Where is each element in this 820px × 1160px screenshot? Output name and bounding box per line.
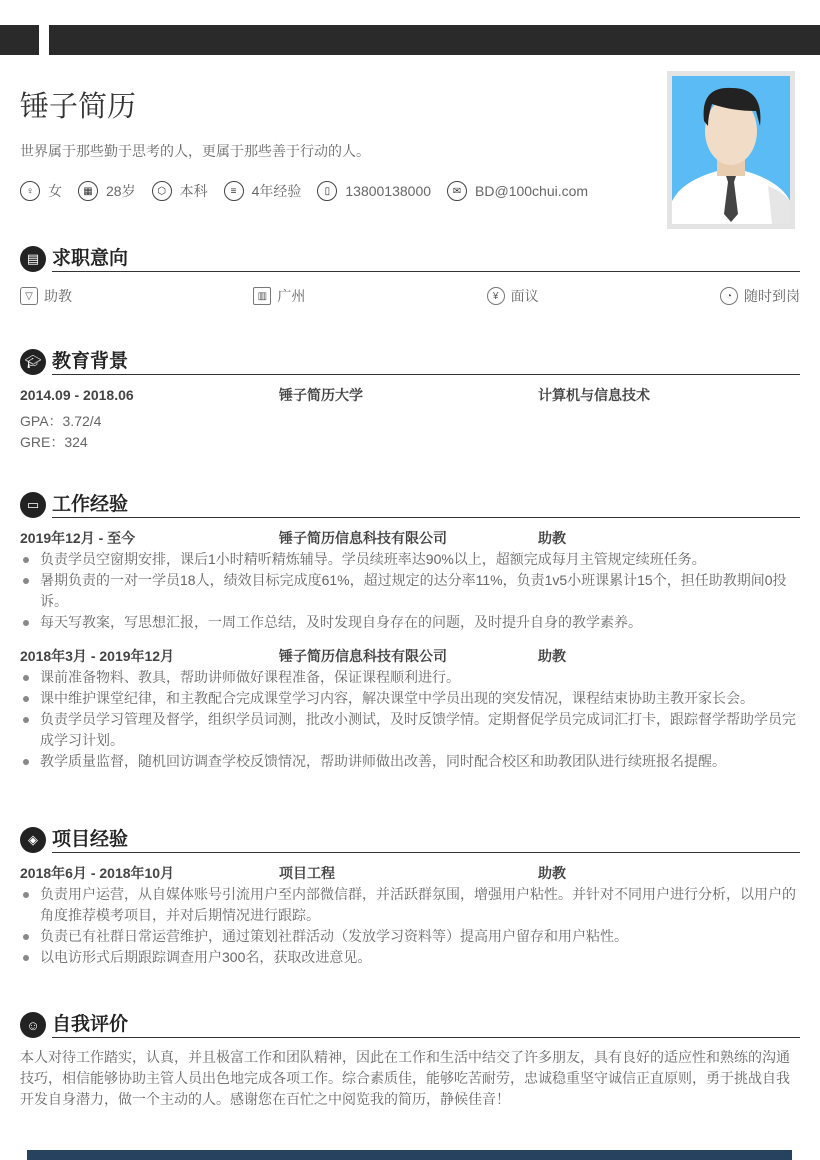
age: 28岁 — [106, 183, 136, 199]
list-item: 课中维护课堂纪律，和主教配合完成课堂学习内容，解决课堂中学员出现的突发情况，课程结束协助主教开家长会。 — [20, 688, 800, 709]
yen-icon: ¥ — [487, 287, 505, 305]
edu-period: 2014.09 - 2018.06 — [20, 387, 134, 403]
resume-name: 锤子简历 — [20, 91, 137, 123]
clock-icon: ◔ — [720, 287, 738, 305]
project-bullets — [20, 884, 800, 968]
phone: 13800138000 — [345, 183, 432, 199]
top-bar — [49, 25, 820, 55]
job-period: 2019年12月 - 至今 — [20, 530, 136, 546]
intent-position-text: 助教 — [44, 288, 72, 304]
intent-city-text: 广州 — [277, 288, 306, 304]
graduation-cap-icon: 🎓︎ — [20, 349, 46, 375]
section-title: 教育背景 — [52, 350, 800, 375]
calendar-icon: ▦ — [78, 181, 98, 201]
section-intent — [20, 246, 800, 306]
gender: 女 — [48, 183, 62, 199]
job-company: 锤子简历信息科技有限公司 — [279, 530, 447, 546]
job-role: 助教 — [538, 530, 566, 546]
project-period: 2018年6月 - 2018年10月 — [20, 865, 175, 881]
experience-icon: ≡ — [224, 181, 244, 201]
edu-school: 锤子简历大学 — [279, 387, 363, 403]
intent-city — [253, 286, 305, 306]
profile-photo — [667, 71, 795, 229]
section-title: 自我评价 — [52, 1013, 800, 1038]
email-icon: ✉ — [447, 181, 467, 201]
self-evaluation-text: 本人对待工作踏实，认真，并且极富工作和团队精神，因此在工作和生活中结交了许多朋友，具有良好的适应性和熟练的沟通技巧，相信能够协助主管人员出色地完成各项工作。综合素质佳，能够吃苦耐劳，忠诚稳重坚守诚信正直原则，勇于挑战自我开发自身潜力，做一个主动的人。感谢您在百忙之中阅览我的简历，静候佳音！ — [20, 1049, 790, 1107]
gre: GRE：324 — [20, 434, 88, 450]
intent-position — [20, 286, 72, 306]
clipboard-icon: ▤ — [20, 246, 46, 272]
section-project — [20, 827, 800, 968]
list-item: 负责学员空窗期安排，课后1小时精听精炼辅导。学员续班率达90%以上，超额完成每月主管规定续班任务。 — [20, 549, 800, 570]
job-company: 锤子简历信息科技有限公司 — [279, 648, 447, 664]
gender-icon: ♀ — [20, 181, 40, 201]
briefcase-icon: ▭ — [20, 492, 46, 518]
project-name: 项目工程 — [279, 865, 335, 881]
section-education — [20, 349, 800, 453]
layers-icon: ◈ — [20, 827, 46, 853]
intent-availability — [720, 286, 800, 306]
list-item: 暑期负责的一对一学员18人，绩效目标完成度61%，超过规定的达分率11%，负责1v5小班课累计15个，担任助教期间0投诉。 — [20, 570, 800, 612]
building-icon: ▥ — [253, 287, 271, 305]
list-item: 以电访形式后期跟踪调查用户300名，获取改进意见。 — [20, 947, 800, 968]
list-item: 负责学员学习管理及督学，组织学员词测，批改小测试，及时反馈学情。定期督促学员完成词汇打卡，跟踪督学帮助学员完成学习计划。 — [20, 709, 800, 751]
section-work — [20, 492, 800, 772]
intent-availability-text: 随时到岗 — [743, 288, 800, 304]
gpa: GPA：3.72/4 — [20, 413, 102, 429]
list-item: 教学质量监督，随机回访调查学校反馈情况，帮助讲师做出改善，同时配合校区和助教团队进行续班报名提醒。 — [20, 751, 800, 772]
experience-years: 4年经验 — [251, 183, 302, 199]
footer-bar — [27, 1150, 792, 1160]
project-role: 助教 — [538, 865, 566, 881]
intent-salary — [487, 286, 539, 306]
list-item: 负责用户运营，从自媒体账号引流用户至内部微信群，并活跃群氛围，增强用户粘性。并针对不同用户进行分析，以用户的角度推荐模考项目，并对后期情况进行跟踪。 — [20, 884, 800, 926]
email[interactable]: BD@100chui.com — [475, 183, 589, 199]
section-title: 求职意向 — [52, 247, 800, 272]
tie-icon: ▽ — [20, 287, 38, 305]
user-icon: ☺ — [20, 1012, 46, 1038]
section-title: 项目经验 — [52, 828, 800, 853]
education-icon: ⬡ — [152, 181, 172, 201]
personal-info — [20, 181, 596, 201]
intent-salary-text: 面议 — [510, 288, 539, 304]
degree: 本科 — [179, 183, 208, 199]
job-role: 助教 — [538, 648, 566, 664]
section-self-evaluation — [20, 1012, 800, 1110]
section-title: 工作经验 — [52, 493, 800, 518]
phone-icon: ▯ — [317, 181, 337, 201]
motto: 世界属于那些勤于思考的人，更属于那些善于行动的人。 — [20, 143, 370, 159]
list-item: 课前准备物料、教具，帮助讲师做好课程准备，保证课程顺利进行。 — [20, 667, 800, 688]
edu-major: 计算机与信息技术 — [538, 387, 650, 403]
job-bullets — [20, 667, 800, 772]
list-item: 负责已有社群日常运营维护，通过策划社群活动（发放学习资料等）提高用户留存和用户粘性。 — [20, 926, 800, 947]
list-item: 每天写教案，写思想汇报，一周工作总结，及时发现自身存在的问题，及时提升自身的教学素养。 — [20, 612, 800, 633]
top-bar-left — [0, 25, 39, 55]
job-period: 2018年3月 - 2019年12月 — [20, 648, 175, 664]
job-bullets — [20, 549, 800, 633]
